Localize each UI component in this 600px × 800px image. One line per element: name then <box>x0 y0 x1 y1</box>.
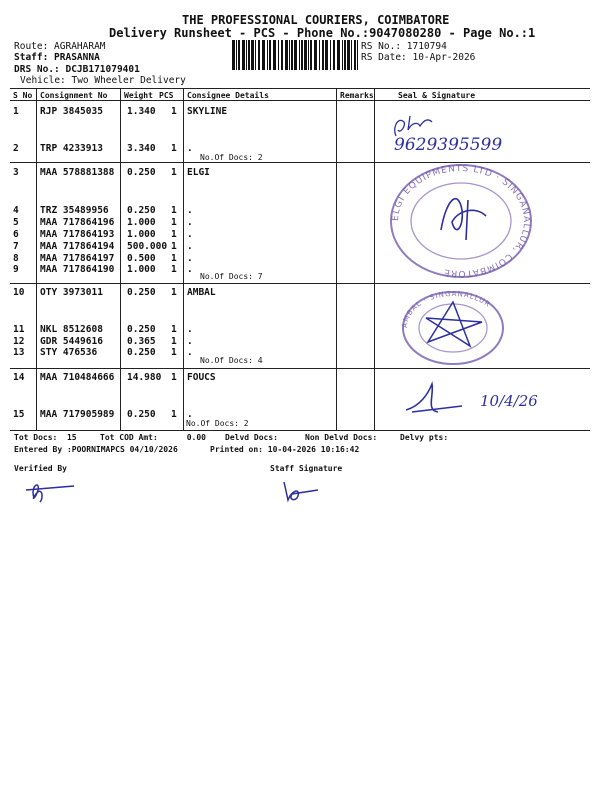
row-pcs: 1 <box>171 372 177 383</box>
group-docs-count: No.Of Docs: 2 <box>186 419 249 428</box>
row-weight: 0.250 <box>127 205 156 216</box>
barcode-bar <box>273 40 276 70</box>
row-sno: 6 <box>13 229 19 240</box>
row-consignment-no: MAA 717905989 <box>40 409 115 420</box>
row-sno: 1 <box>13 106 19 117</box>
barcode-bar <box>238 40 240 70</box>
row-sno: 3 <box>13 167 19 178</box>
barcode-bar <box>314 40 317 70</box>
row-sno: 5 <box>13 217 19 228</box>
row-pcs: 1 <box>171 336 177 347</box>
barcode-bar <box>342 40 343 70</box>
group-rule-2 <box>10 283 590 284</box>
col-header-remarks: Remarks <box>340 91 374 100</box>
row-weight: 3.340 <box>127 143 156 154</box>
row-pcs: 1 <box>171 241 177 252</box>
row-sno: 8 <box>13 253 19 264</box>
col-header-sno: S No <box>13 91 33 100</box>
barcode-bar <box>319 40 320 70</box>
barcode-bar <box>304 40 307 70</box>
row-pcs: 1 <box>171 409 177 420</box>
rs-date: RS Date: 10-Apr-2026 <box>361 52 476 63</box>
row-consignee: SKYLINE <box>187 106 228 117</box>
row-sno: 4 <box>13 205 19 216</box>
row-consignee: . <box>187 324 193 335</box>
barcode-image <box>232 40 358 70</box>
row-weight: 0.250 <box>127 347 156 358</box>
row-consignee: ELGI <box>187 167 210 178</box>
row-consignee: AMBAL <box>187 287 216 298</box>
total-cod-amount: Tot COD Amt: 0.00 <box>100 433 206 442</box>
staff: Staff: PRASANNA <box>14 52 100 63</box>
group-rule-3 <box>10 368 590 369</box>
col-divider <box>120 88 121 430</box>
row-pcs: 1 <box>171 167 177 178</box>
ambal-stamp-text: AMBAL · SINGANALLUR <box>400 289 492 329</box>
row-consignment-no: MAA 710484666 <box>40 372 115 383</box>
row-pcs: 1 <box>171 324 177 335</box>
barcode-bar <box>322 40 324 70</box>
row-consignment-no: MAA 717864197 <box>40 253 115 264</box>
drs-number: DRS No.: DCJB171079401 <box>14 64 140 75</box>
barcode-bar <box>281 40 283 70</box>
row-consignment-no: TRP 4233913 <box>40 143 103 154</box>
row-sno: 10 <box>13 287 25 298</box>
handwritten-date: 10/4/26 <box>480 392 538 410</box>
barcode-bar <box>351 40 352 70</box>
col-header-seal: Seal & Signature <box>398 91 476 100</box>
row-consignment-no: GDR 5449616 <box>40 336 103 347</box>
barcode-bar <box>333 40 335 70</box>
barcode-bar <box>255 40 256 70</box>
row-weight: 0.250 <box>127 409 156 420</box>
row-weight: 0.250 <box>127 287 156 298</box>
row-weight: 1.000 <box>127 264 156 275</box>
group-docs-count: No.Of Docs: 2 <box>200 153 263 162</box>
row-pcs: 1 <box>171 253 177 264</box>
barcode-bar <box>344 40 346 70</box>
row-consignment-no: TRZ 35489956 <box>40 205 109 216</box>
col-header-consignee: Consignee Details <box>187 91 269 100</box>
barcode-bar <box>236 40 237 70</box>
row-consignment-no: MAA 717864194 <box>40 241 115 252</box>
barcode-bar <box>330 40 331 70</box>
row-pcs: 1 <box>171 143 177 154</box>
row-consignment-no: RJP 3845035 <box>40 106 103 117</box>
barcode-bar <box>269 40 271 70</box>
group-docs-count: No.Of Docs: 4 <box>200 356 263 365</box>
header-rule <box>10 100 590 101</box>
row-weight: 1.000 <box>127 217 156 228</box>
barcode-bar <box>291 40 293 70</box>
svg-text:AMBAL · SINGANALLUR <box>401 290 492 328</box>
row-consignment-no: OTY 3973011 <box>40 287 103 298</box>
handwritten-phone: 9629395599 <box>394 135 503 155</box>
company-title: THE PROFESSIONAL COURIERS, COIMBATORE <box>182 13 450 27</box>
vehicle: Vehicle: Two Wheeler Delivery <box>20 75 186 86</box>
row-consignee: . <box>187 264 193 275</box>
row-pcs: 1 <box>171 217 177 228</box>
group-docs-count: No.Of Docs: 7 <box>200 272 263 281</box>
runsheet-subtitle: Delivery Runsheet - PCS - Phone No.:9047080280 - Page No.:1 <box>109 26 536 40</box>
barcode-bar <box>285 40 288 70</box>
row-consignee: . <box>187 241 193 252</box>
barcode-bar <box>301 40 303 70</box>
delivery-points: Delvy pts: <box>400 433 449 442</box>
row-sno: 9 <box>13 264 19 275</box>
barcode-bar <box>299 40 300 70</box>
col-divider <box>183 88 184 430</box>
col-divider <box>374 88 375 430</box>
ambal-company-stamp <box>398 288 508 368</box>
barcode-bar <box>337 40 340 70</box>
elgi-company-stamp <box>386 160 536 282</box>
row-sno: 15 <box>13 409 25 420</box>
barcode-bar <box>248 40 250 70</box>
row-pcs: 1 <box>171 287 177 298</box>
row-consignee: . <box>187 347 193 358</box>
row-consignment-no: MAA 578881388 <box>40 167 115 178</box>
row-consignment-no: MAA 717864190 <box>40 264 115 275</box>
barcode-bar <box>347 40 350 70</box>
row-consignee: . <box>187 336 193 347</box>
col-header-consignment: Consignment No <box>40 91 108 100</box>
table-bottom-rule <box>10 430 590 431</box>
col-header-weight: Weight <box>124 91 153 100</box>
printed-on: Printed on: 10-04-2026 10:16:42 <box>210 445 360 454</box>
row-weight: 1.000 <box>127 229 156 240</box>
total-docs: Tot Docs: 15 <box>14 433 77 442</box>
barcode-bar <box>357 40 358 70</box>
row-consignee: FOUCS <box>187 372 216 383</box>
row-consignee: . <box>187 143 193 154</box>
row-weight: 0.250 <box>127 167 156 178</box>
row-sno: 12 <box>13 336 25 347</box>
barcode-bar <box>242 40 245 70</box>
barcode-bar <box>289 40 290 70</box>
handwritten-signature-foucs <box>402 376 552 422</box>
row-weight: 1.340 <box>127 106 156 117</box>
row-weight: 0.500 <box>127 253 156 264</box>
route: Route: AGRAHARAM <box>14 41 106 52</box>
row-sno: 13 <box>13 347 25 358</box>
row-consignment-no: NKL 8512608 <box>40 324 103 335</box>
row-sno: 2 <box>13 143 19 154</box>
row-sno: 11 <box>13 324 25 335</box>
row-pcs: 1 <box>171 229 177 240</box>
barcode-bar <box>278 40 279 70</box>
row-consignee: . <box>187 409 193 420</box>
table-top-rule <box>10 88 590 89</box>
row-consignment-no: MAA 717864193 <box>40 229 115 240</box>
row-consignee: . <box>187 217 193 228</box>
barcode-bar <box>258 40 260 70</box>
row-consignment-no: MAA 717864196 <box>40 217 115 228</box>
row-sno: 7 <box>13 241 19 252</box>
row-pcs: 1 <box>171 205 177 216</box>
col-divider <box>336 88 337 430</box>
row-weight: 0.365 <box>127 336 156 347</box>
row-pcs: 1 <box>171 347 177 358</box>
entered-by: Entered By :POORNIMAPCS 04/10/2026 <box>14 445 178 454</box>
row-pcs: 1 <box>171 106 177 117</box>
staff-signature-label: Staff Signature <box>270 464 343 473</box>
row-weight: 0.250 <box>127 324 156 335</box>
handwritten-signature-skyline <box>388 108 538 156</box>
barcode-bar <box>251 40 254 70</box>
col-divider <box>36 88 37 430</box>
verified-by-label: Verified By <box>14 464 67 473</box>
non-delivered-docs: Non Delvd Docs: <box>305 433 378 442</box>
barcode-bar <box>325 40 328 70</box>
delivered-docs: Delvd Docs: <box>225 433 278 442</box>
barcode-bar <box>294 40 297 70</box>
row-weight: 14.980 <box>127 372 162 383</box>
rs-number: RS No.: 1710794 <box>361 41 447 52</box>
barcode-bar <box>246 40 247 70</box>
row-consignee: . <box>187 253 193 264</box>
barcode-bar <box>310 40 312 70</box>
row-pcs: 1 <box>171 264 177 275</box>
staff-signature-mark <box>278 478 328 506</box>
elgi-stamp-text: ELGI EQUIPMENTS LTD · SINGANALLUR, COIMBATORE <box>390 163 532 279</box>
barcode-bar <box>262 40 265 70</box>
col-header-pcs: PCS <box>159 91 174 100</box>
row-consignee: . <box>187 205 193 216</box>
barcode-bar <box>232 40 235 70</box>
barcode-bar <box>354 40 356 70</box>
verified-by-signature <box>24 476 84 506</box>
barcode-bar <box>267 40 268 70</box>
row-consignee: . <box>187 229 193 240</box>
row-consignment-no: STY 476536 <box>40 347 98 358</box>
barcode-bar <box>308 40 309 70</box>
row-weight: 500.000 <box>127 241 168 252</box>
row-sno: 14 <box>13 372 25 383</box>
